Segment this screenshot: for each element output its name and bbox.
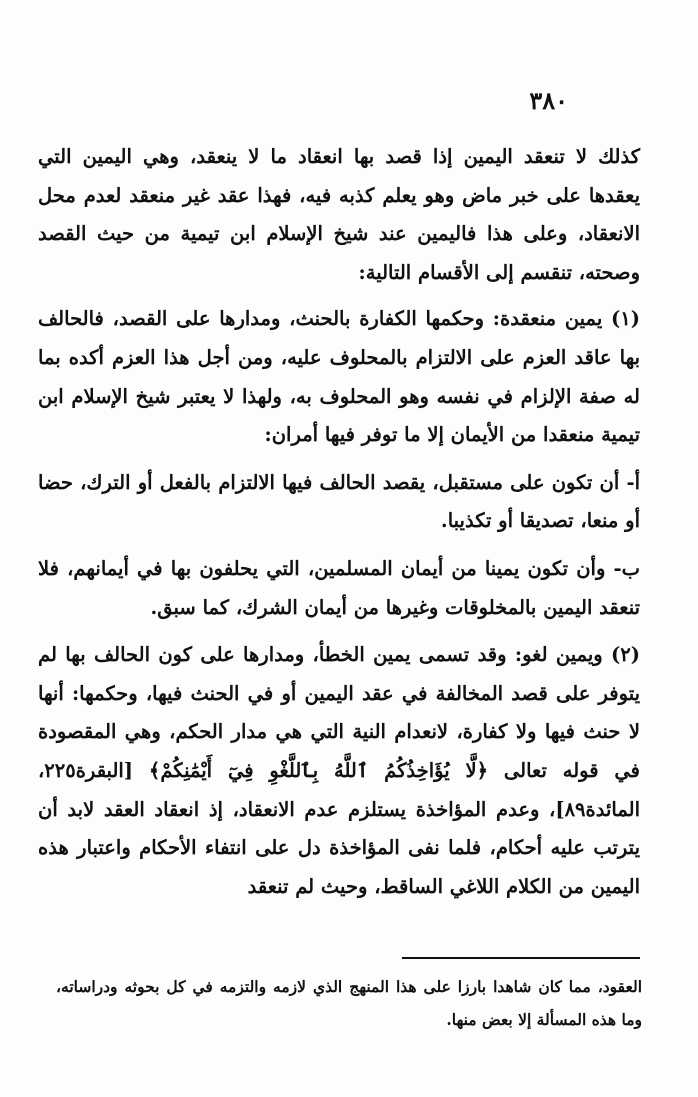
paragraph-section-1: (١) يمين منعقدة: وحكمها الكفارة بالحنث، ومدارها على القصد، فالحالف بها عاقد العزم على الالتزام بالمحلوف عليه، ومن أجل هذا العزم أكده بما له صفة الإلزام في نفسه وهو المحلوف به، ولهذا لا يعتبر شيخ الإسلام ابن تيمية منعقدا من الأيمان إلا ما توفر فيها أمران: — [38, 307, 640, 447]
paragraph-intro: كذلك لا تنعقد اليمين إذا قصد بها انعقاد ما لا ينعقد، وهي اليمين التي يعقدها على خبر ماض وهو يعلم كذبه فيه، فهذا عقد غير منعقد لعدم محل الانعقاد، وعلى هذا فاليمين عند شيخ الإسلام ابن تيمية من حيث القصد وصحته، تنقسم إلى الأقسام التالية: — [38, 145, 640, 284]
paragraph-condition-b: ب- وأن تكون يمينا من أيمان المسلمين، التي يحلفون بها في أيمانهم، فلا تنعقد اليمين بالمخلوقات وغيرها من أيمان الشرك، كما سبق. — [38, 556, 640, 619]
paragraph-condition-a: أ- أن تكون على مستقبل، يقصد الحالف فيها الالتزام بالفعل أو الترك، حضا أو منعا، تصديقا أو تكذيبا. — [38, 470, 640, 533]
section-2-text-after-verse: [البقرة٢٢٥، المائدة٨٩]، وعدم المؤاخذة يستلزم عدم الانعقاد، إذ انعقاد العقد لابد أن يترتب عليه أحكام، فلما نفى المؤاخذة دل على انتفاء الأحكام واعتبار هذه اليمين من الكلام اللاغي الساقط، وحيث لم تنعقد — [38, 758, 640, 898]
footnote-text: العقود، مما كان شاهدا بارزا على هذا المنهج الذي لازمه والتزمه في كل بحوثه ودراساته، وما هذه المسألة إلا بعض منها. — [56, 977, 642, 1029]
footnote-divider — [402, 957, 640, 959]
footnote — [56, 970, 642, 1036]
page-number: ٣٨٠ — [529, 86, 568, 115]
quran-verse: ﴿لَّا يُؤَاخِذُكُمُ ٱللَّهُ بِٱللَّغْوِ فِيٓ أَيْمَٰنِكُمْ﴾ — [148, 758, 489, 782]
section-2-text-before-verse: (٢) ويمين لغو: وقد تسمى يمين الخطأ، ومدارها على كون الحالف بها لم يتوفر على قصد المخالفة في عقد اليمين أو في الحنث فيها، وحكمها: أنها لا حنث فيها ولا كفارة، لانعدام النية التي هي مدار الحكم، وهي المقصودة في قوله تعالى — [38, 643, 640, 782]
main-text — [38, 138, 640, 915]
paragraph-section-2 — [38, 636, 640, 906]
